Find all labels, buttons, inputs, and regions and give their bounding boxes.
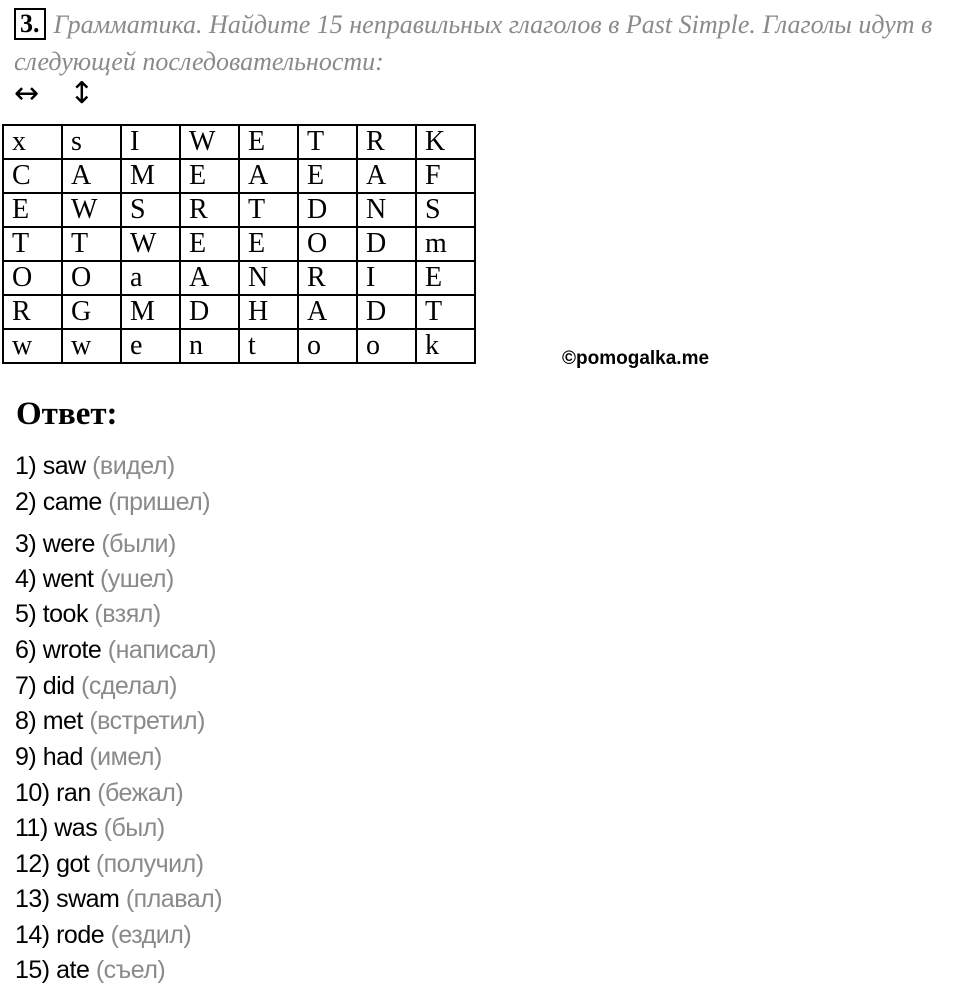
grid-cell: w — [3, 329, 62, 363]
answer-item — [15, 779, 183, 808]
grid-cell: R — [357, 125, 416, 159]
grid-cell: o — [357, 329, 416, 363]
answer-item — [15, 530, 176, 559]
grid-cell: o — [298, 329, 357, 363]
grid-cell: A — [298, 295, 357, 329]
answer-number: 5) — [15, 600, 37, 628]
task-header — [14, 6, 954, 80]
grid-cell: O — [298, 227, 357, 261]
grid-row — [3, 261, 475, 295]
answer-item — [15, 885, 222, 914]
grid-cell: t — [239, 329, 298, 363]
answer-translation: (имел) — [89, 743, 162, 771]
answer-translation: (были) — [101, 530, 176, 558]
vertical-arrow-icon: ↕ — [69, 76, 95, 111]
grid-cell: O — [3, 261, 62, 295]
answer-title: Ответ: — [16, 396, 118, 432]
grid-cell: E — [180, 159, 239, 193]
grid-cell: T — [298, 125, 357, 159]
answer-verb: was — [54, 814, 98, 842]
grid-cell: H — [239, 295, 298, 329]
grid-cell: R — [180, 193, 239, 227]
answer-verb: wrote — [42, 636, 102, 664]
answer-translation: (плавал) — [125, 885, 223, 913]
answer-number: 12) — [15, 850, 50, 878]
grid-cell: M — [121, 295, 180, 329]
grid-row — [3, 125, 475, 159]
horizontal-arrow-icon: ↔ — [14, 76, 40, 111]
grid-cell: s — [62, 125, 121, 159]
grid-cell: E — [298, 159, 357, 193]
answer-verb: ate — [56, 956, 90, 984]
grid-cell: I — [121, 125, 180, 159]
task-number: 3. — [14, 8, 46, 40]
answer-verb: took — [42, 600, 88, 628]
task-instruction: Грамматика. Найдите 15 неправильных глаголов в Past Simple. Глаголы идут в следующей последовательности: — [14, 10, 933, 76]
answer-number: 6) — [15, 636, 37, 664]
grid-cell: G — [62, 295, 121, 329]
grid-cell: k — [416, 329, 475, 363]
answer-verb: met — [42, 707, 83, 735]
answer-item — [15, 814, 165, 843]
grid-cell: I — [357, 261, 416, 295]
grid-row — [3, 295, 475, 329]
answer-item — [15, 850, 204, 879]
answer-number: 13) — [15, 885, 50, 913]
word-search-grid — [2, 124, 476, 364]
answer-item — [15, 921, 191, 950]
answer-item — [15, 743, 162, 772]
grid-cell: K — [416, 125, 475, 159]
grid-cell: D — [298, 193, 357, 227]
answer-number: 3) — [15, 530, 37, 558]
grid-cell: e — [121, 329, 180, 363]
answer-number: 11) — [15, 814, 48, 842]
grid-cell: R — [3, 295, 62, 329]
grid-row — [3, 193, 475, 227]
grid-cell: T — [62, 227, 121, 261]
answer-number: 1) — [15, 452, 37, 480]
grid-cell: m — [416, 227, 475, 261]
answer-verb: ran — [56, 779, 91, 807]
grid-cell: T — [239, 193, 298, 227]
answer-number: 14) — [15, 921, 50, 949]
answer-translation: (ушел) — [99, 565, 174, 593]
answer-number: 8) — [15, 707, 37, 735]
answer-number: 4) — [15, 565, 37, 593]
grid-cell: S — [121, 193, 180, 227]
answer-item — [15, 452, 175, 481]
grid-cell: R — [298, 261, 357, 295]
grid-cell: n — [180, 329, 239, 363]
answer-number: 10) — [15, 779, 50, 807]
grid-cell: E — [3, 193, 62, 227]
answer-verb: got — [56, 850, 90, 878]
answer-translation: (написал) — [107, 636, 217, 664]
grid-cell: T — [3, 227, 62, 261]
grid-cell: a — [121, 261, 180, 295]
answer-verb: went — [42, 565, 94, 593]
answer-translation: (ездил) — [110, 921, 192, 949]
grid-cell: S — [416, 193, 475, 227]
answer-verb: had — [42, 743, 83, 771]
answer-item — [15, 636, 216, 665]
grid-row — [3, 227, 475, 261]
answer-verb: did — [42, 672, 75, 700]
grid-cell: D — [180, 295, 239, 329]
grid-cell: E — [239, 125, 298, 159]
answer-verb: were — [42, 530, 95, 558]
answer-verb: rode — [56, 921, 105, 949]
answer-verb: saw — [42, 452, 86, 480]
grid-cell: A — [180, 261, 239, 295]
grid-cell: N — [239, 261, 298, 295]
answer-translation: (встретил) — [89, 707, 205, 735]
answer-item — [15, 565, 174, 594]
answer-number: 7) — [15, 672, 37, 700]
answer-number: 15) — [15, 956, 50, 984]
answer-translation: (видел) — [92, 452, 175, 480]
grid-cell: E — [239, 227, 298, 261]
grid-cell: D — [357, 227, 416, 261]
grid-cell: w — [62, 329, 121, 363]
grid-cell: W — [62, 193, 121, 227]
grid-cell: C — [3, 159, 62, 193]
direction-arrows — [14, 76, 124, 112]
watermark: ©pomogalka.me — [562, 348, 710, 369]
answer-number: 2) — [15, 488, 37, 516]
grid-cell: F — [416, 159, 475, 193]
grid-cell: E — [180, 227, 239, 261]
answer-translation: (был) — [103, 814, 165, 842]
grid-cell: A — [62, 159, 121, 193]
answer-translation: (съел) — [95, 956, 166, 984]
answer-translation: (сделал) — [81, 672, 177, 700]
grid-cell: N — [357, 193, 416, 227]
grid-row — [3, 159, 475, 193]
answer-verb: came — [42, 488, 102, 516]
answer-item — [15, 600, 161, 629]
grid-cell: W — [121, 227, 180, 261]
answer-translation: (взял) — [94, 600, 161, 628]
grid-cell: E — [416, 261, 475, 295]
answer-number: 9) — [15, 743, 37, 771]
answer-item — [15, 956, 165, 985]
grid-cell: W — [180, 125, 239, 159]
answer-item — [15, 707, 205, 736]
answer-item — [15, 488, 210, 517]
grid-cell: M — [121, 159, 180, 193]
grid-cell: O — [62, 261, 121, 295]
answer-verb: swam — [56, 885, 120, 913]
grid-cell: A — [239, 159, 298, 193]
grid-cell: D — [357, 295, 416, 329]
grid-cell: x — [3, 125, 62, 159]
answer-translation: (получил) — [95, 850, 204, 878]
grid-cell: T — [416, 295, 475, 329]
answer-translation: (бежал) — [97, 779, 184, 807]
answer-item — [15, 672, 177, 701]
grid-cell: A — [357, 159, 416, 193]
answer-translation: (пришел) — [108, 488, 211, 516]
grid-row — [3, 329, 475, 363]
